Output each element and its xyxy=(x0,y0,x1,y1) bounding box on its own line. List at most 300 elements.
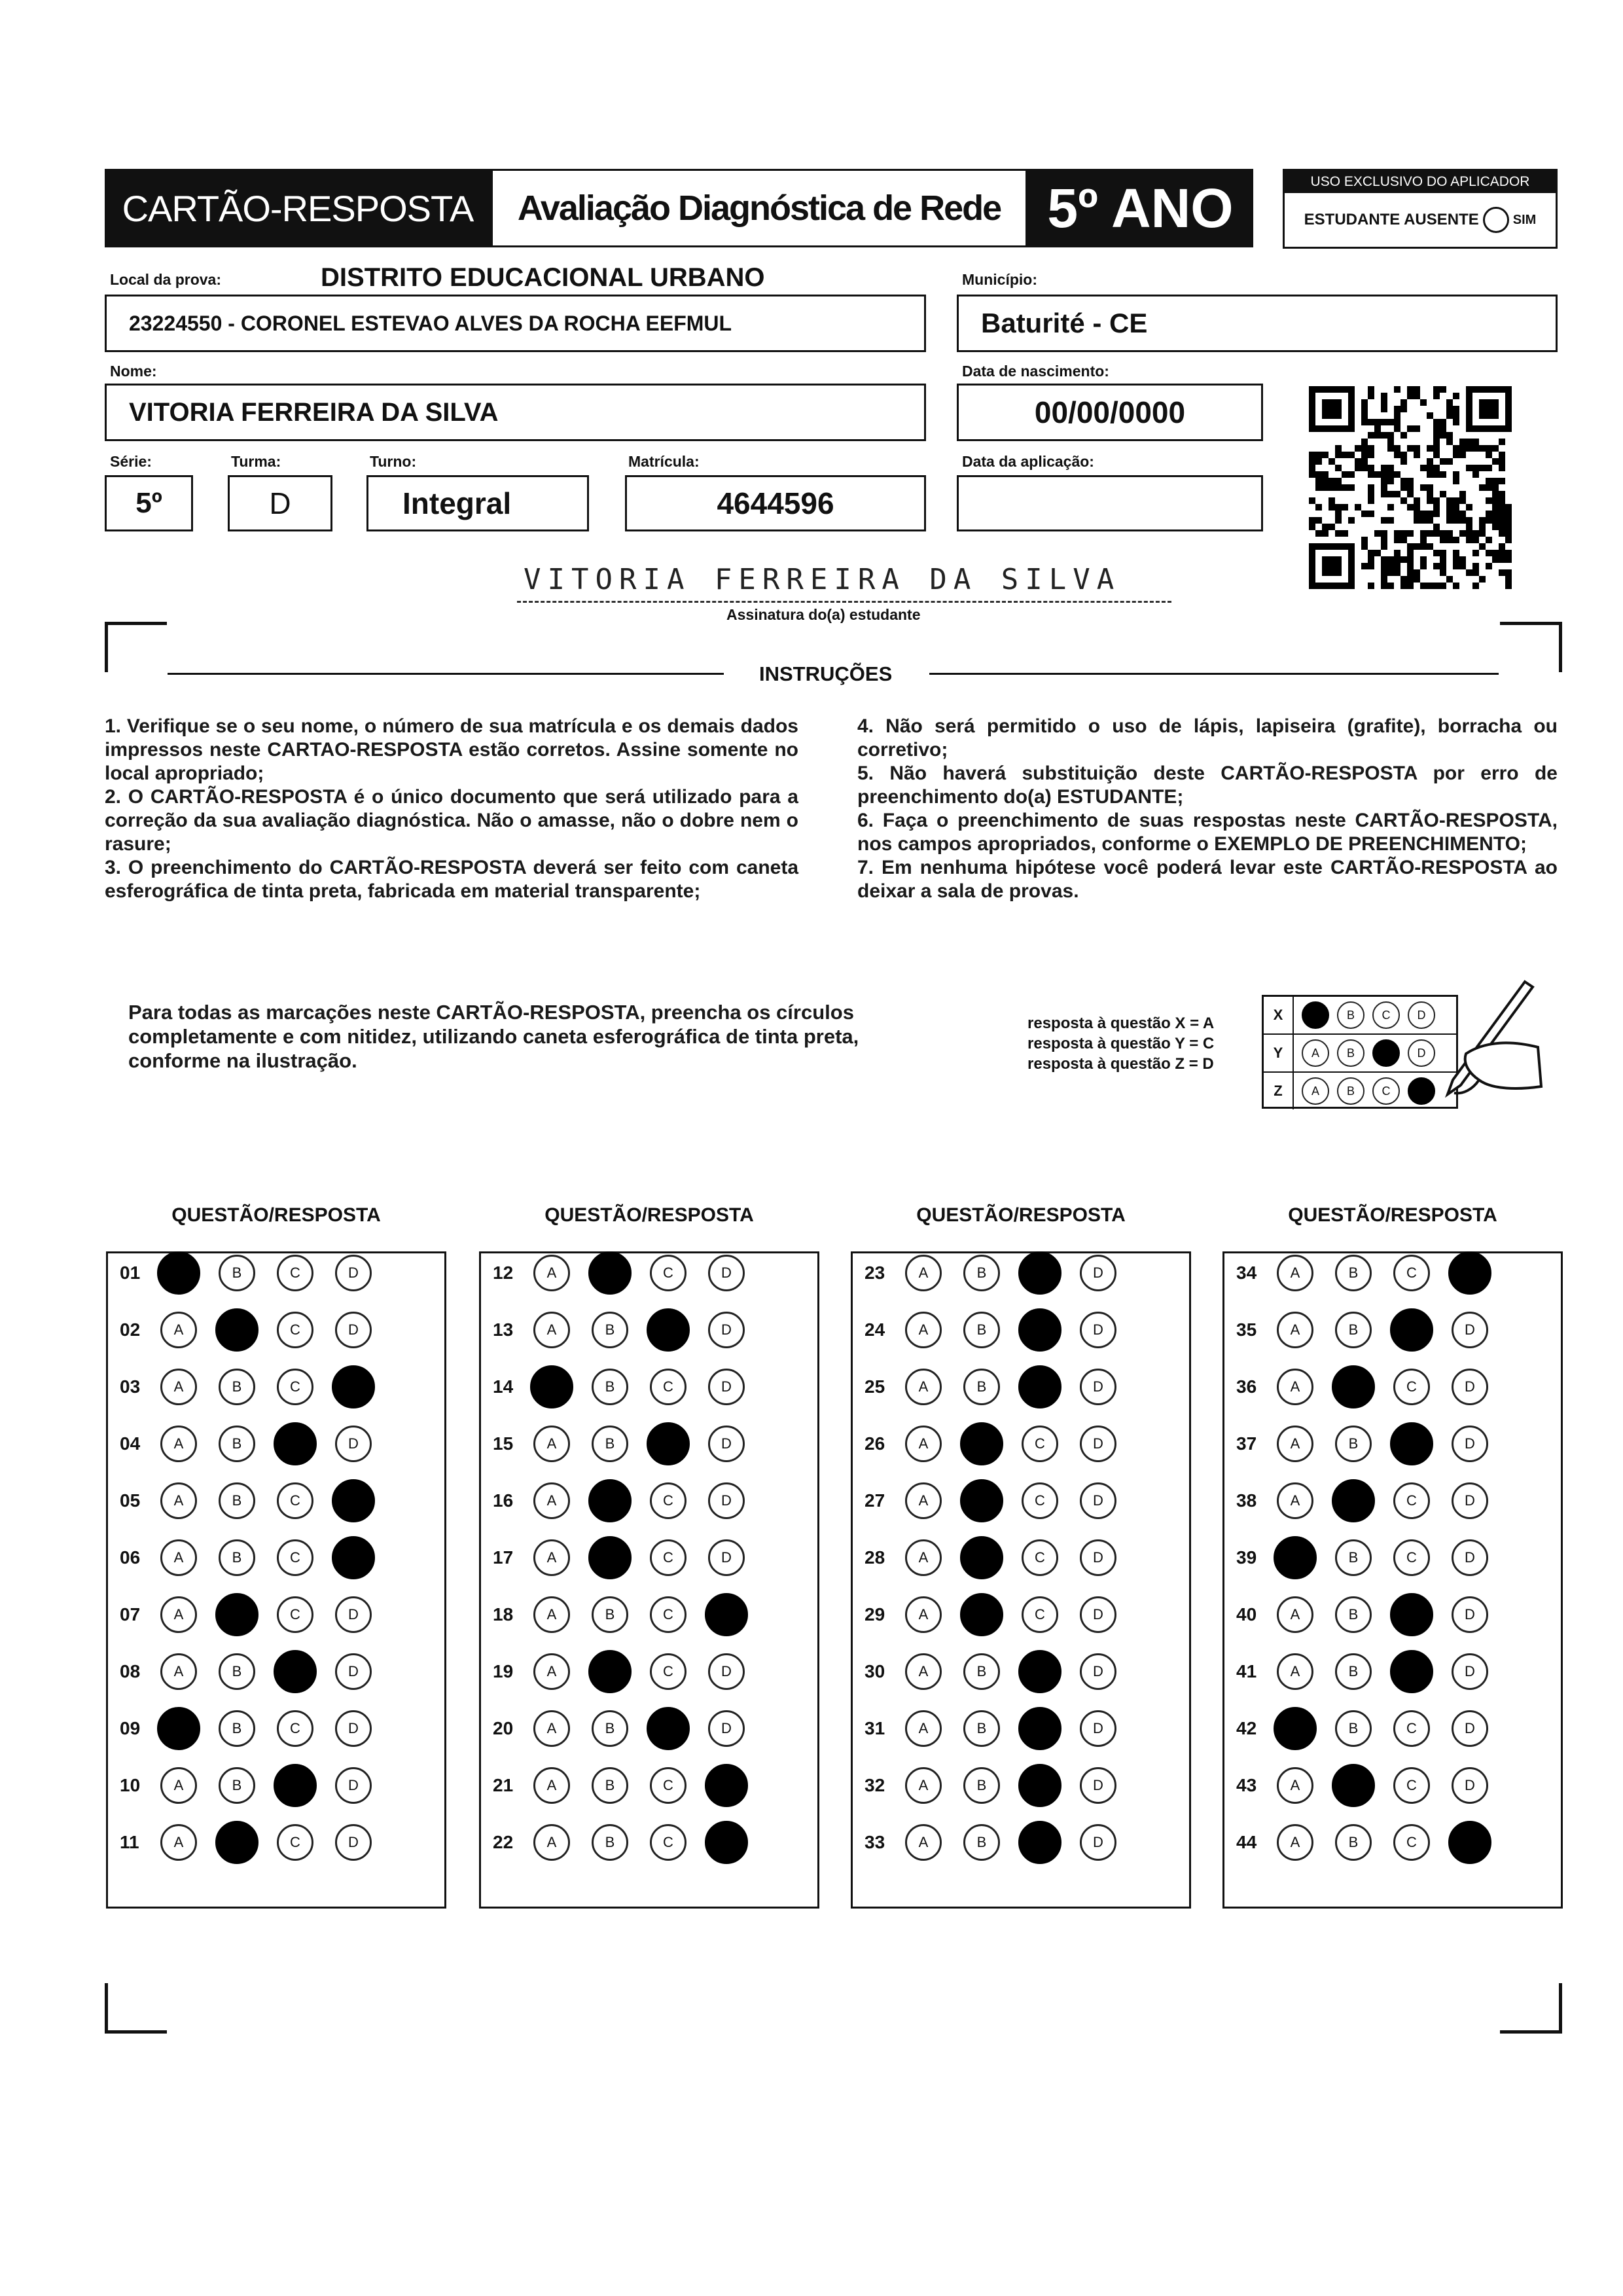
city-label: Município: xyxy=(962,271,1037,288)
answer-bubble-b[interactable]: B xyxy=(592,1824,628,1861)
question-number: 35 xyxy=(1236,1319,1257,1340)
question-number: 04 xyxy=(120,1433,141,1454)
answer-bubble-c[interactable]: C xyxy=(647,1422,690,1465)
example-row-label: Y xyxy=(1264,1035,1294,1071)
instruction-6: 6. Faça o preenchimento de suas respostas neste CARTÃO-RESPOSTA, nos campos apropriados, conforme o EXEMPLO DE PREENCHIMENTO; xyxy=(857,810,1558,855)
answer-bubble-d[interactable]: D xyxy=(1452,1482,1488,1519)
answer-bubble-c[interactable]: C xyxy=(274,1650,317,1693)
answer-bubble-a[interactable]: A xyxy=(1274,1536,1317,1579)
answer-bubble-b[interactable]: B xyxy=(588,1479,632,1522)
answer-bubble-d[interactable]: D xyxy=(335,1710,372,1747)
serie-value: 5º xyxy=(135,487,162,519)
answer-bubble-b[interactable]: B xyxy=(588,1650,632,1693)
example-row-label: X xyxy=(1264,997,1294,1033)
answer-bubble-d[interactable]: D xyxy=(332,1479,375,1522)
answers-heading: QUESTÃO/RESPOSTA xyxy=(916,1204,1126,1226)
birth-label: Data de nascimento: xyxy=(962,363,1109,380)
instruction-3: 3. O preenchimento do CARTÃO-RESPOSTA deverá ser feito com caneta esferográfica de tinta preta, fabricada em material transparente; xyxy=(105,857,798,902)
answer-bubble-c[interactable]: C xyxy=(1018,1764,1061,1807)
answer-bubble-b[interactable]: B xyxy=(963,1653,1000,1690)
answer-bubble-b[interactable]: B xyxy=(592,1312,628,1348)
question-row xyxy=(108,1481,444,1520)
question-row xyxy=(1224,1424,1561,1463)
question-row xyxy=(853,1481,1189,1520)
question-row xyxy=(1224,1595,1561,1634)
answer-bubble-a[interactable]: A xyxy=(160,1482,197,1519)
question-row xyxy=(481,1367,817,1407)
answer-bubble-a[interactable]: A xyxy=(1277,1482,1313,1519)
question-number: 25 xyxy=(865,1376,885,1397)
answer-column-1 xyxy=(106,1251,446,1909)
example-legend xyxy=(1027,1013,1214,1074)
answer-bubble-a[interactable]: A xyxy=(160,1312,197,1348)
answer-bubble-a[interactable]: A xyxy=(905,1539,942,1576)
answer-bubble-c[interactable]: C xyxy=(277,1482,313,1519)
answer-bubble-a[interactable]: A xyxy=(157,1707,200,1750)
answer-bubble-b[interactable]: B xyxy=(963,1767,1000,1804)
answer-bubble-a[interactable]: A xyxy=(533,1653,570,1690)
answer-bubble-c[interactable]: C xyxy=(1393,1482,1430,1519)
question-number: 41 xyxy=(1236,1661,1257,1681)
example-line-y: resposta à questão Y = C xyxy=(1027,1035,1215,1052)
question-row xyxy=(853,1823,1189,1862)
example-line-z: resposta à questão Z = D xyxy=(1027,1055,1214,1073)
answer-bubble-a[interactable]: A xyxy=(160,1824,197,1861)
answer-bubble-d[interactable]: D xyxy=(335,1824,372,1861)
answer-bubble-b[interactable]: B xyxy=(1332,1764,1375,1807)
example-row-label: Z xyxy=(1264,1073,1294,1109)
answer-bubble-c[interactable]: C xyxy=(650,1824,687,1861)
answer-bubble-d[interactable]: D xyxy=(332,1365,375,1408)
question-row xyxy=(108,1652,444,1691)
answer-bubble-d[interactable]: D xyxy=(335,1312,372,1348)
answer-bubble-b[interactable]: B xyxy=(219,1369,255,1405)
question-number: 16 xyxy=(493,1490,514,1511)
answer-bubble-d[interactable]: D xyxy=(1452,1710,1488,1747)
answer-bubble-c[interactable]: C xyxy=(1018,1650,1061,1693)
answer-column-3 xyxy=(851,1251,1191,1909)
answer-bubble-a[interactable]: A xyxy=(533,1426,570,1462)
question-number: 39 xyxy=(1236,1547,1257,1568)
turma-field xyxy=(228,475,332,531)
answers-heading: QUESTÃO/RESPOSTA xyxy=(1288,1204,1497,1226)
answer-bubble-b[interactable]: B xyxy=(963,1710,1000,1747)
answer-bubble-b[interactable]: B xyxy=(588,1536,632,1579)
answer-bubble-b[interactable]: B xyxy=(219,1482,255,1519)
answer-bubble-b[interactable]: B xyxy=(1335,1653,1372,1690)
applicator-box xyxy=(1283,169,1558,249)
answer-bubble-a[interactable]: A xyxy=(160,1539,197,1576)
answer-bubble-c[interactable]: C xyxy=(1390,1422,1433,1465)
answer-bubble-a[interactable]: A xyxy=(1277,1255,1313,1291)
answer-bubble-b[interactable]: B xyxy=(960,1479,1003,1522)
question-row xyxy=(481,1595,817,1634)
answer-bubble-a[interactable]: A xyxy=(1277,1653,1313,1690)
answer-bubble-a[interactable]: A xyxy=(1277,1426,1313,1462)
question-row xyxy=(1224,1538,1561,1577)
example-bubble-b: B xyxy=(1337,1039,1364,1067)
question-number: 13 xyxy=(493,1319,514,1340)
answer-bubble-a[interactable]: A xyxy=(1277,1312,1313,1348)
question-number: 36 xyxy=(1236,1376,1257,1397)
answer-bubble-b[interactable]: B xyxy=(1335,1539,1372,1576)
question-number: 33 xyxy=(865,1832,885,1852)
city-value: Baturité - CE xyxy=(981,308,1148,338)
answer-bubble-d[interactable]: D xyxy=(708,1426,745,1462)
answer-bubble-c[interactable]: C xyxy=(1022,1596,1058,1633)
answer-bubble-d[interactable]: D xyxy=(1080,1426,1116,1462)
exam-title: Avaliação Diagnóstica de Rede xyxy=(517,188,1001,228)
answer-bubble-a[interactable]: A xyxy=(905,1482,942,1519)
answer-bubble-a[interactable]: A xyxy=(533,1255,570,1291)
answer-bubble-a[interactable]: A xyxy=(157,1251,200,1295)
matricula-label: Matrícula: xyxy=(628,453,700,470)
corner-mark-br xyxy=(1500,1983,1562,2034)
answer-bubble-d[interactable]: D xyxy=(708,1312,745,1348)
question-number: 40 xyxy=(1236,1604,1257,1624)
answer-bubble-b[interactable]: B xyxy=(588,1251,632,1295)
answer-bubble-a[interactable]: A xyxy=(1274,1707,1317,1750)
answer-bubble-c[interactable]: C xyxy=(274,1422,317,1465)
answer-bubble-d[interactable]: D xyxy=(1080,1596,1116,1633)
question-row xyxy=(1224,1367,1561,1407)
answer-bubble-c[interactable]: C xyxy=(277,1710,313,1747)
question-row xyxy=(481,1766,817,1805)
question-number: 23 xyxy=(865,1263,885,1283)
answer-bubble-b[interactable]: B xyxy=(1335,1255,1372,1291)
question-number: 02 xyxy=(120,1319,141,1340)
answer-bubble-a[interactable]: A xyxy=(905,1767,942,1804)
answer-bubble-c[interactable]: C xyxy=(1393,1824,1430,1861)
answer-bubble-a[interactable]: A xyxy=(905,1312,942,1348)
answer-bubble-c[interactable]: C xyxy=(1393,1710,1430,1747)
answer-bubble-a[interactable]: A xyxy=(533,1596,570,1633)
answer-bubble-c[interactable]: C xyxy=(1018,1365,1061,1408)
turma-label: Turma: xyxy=(231,453,281,470)
answer-bubble-a[interactable]: A xyxy=(533,1767,570,1804)
question-row xyxy=(1224,1652,1561,1691)
question-number: 18 xyxy=(493,1604,514,1624)
answer-bubble-c[interactable]: C xyxy=(1022,1482,1058,1519)
answer-bubble-b[interactable]: B xyxy=(219,1653,255,1690)
answer-bubble-b[interactable]: B xyxy=(592,1710,628,1747)
question-number: 11 xyxy=(120,1832,139,1852)
question-number: 26 xyxy=(865,1433,885,1454)
question-number: 10 xyxy=(120,1775,141,1795)
question-number: 01 xyxy=(120,1263,141,1283)
answer-bubble-c[interactable]: C xyxy=(650,1653,687,1690)
local-label: Local da prova: xyxy=(110,271,221,288)
question-row xyxy=(853,1538,1189,1577)
answer-bubble-b[interactable]: B xyxy=(592,1767,628,1804)
answer-bubble-d[interactable]: D xyxy=(708,1255,745,1291)
question-number: 37 xyxy=(1236,1433,1257,1454)
grade-bar xyxy=(1027,169,1253,247)
serie-field xyxy=(105,475,193,531)
instruction-1: 1. Verifique se o seu nome, o número de sua matrícula e os demais dados impressos neste CARTAO-RESPOSTA estão corretos. Assine somente no local apropriado; xyxy=(105,715,798,784)
answer-bubble-d[interactable]: D xyxy=(1080,1312,1116,1348)
question-number: 06 xyxy=(120,1547,141,1568)
answer-bubble-d[interactable]: D xyxy=(1448,1251,1491,1295)
answer-bubble-d[interactable]: D xyxy=(335,1767,372,1804)
answer-bubble-a[interactable]: A xyxy=(160,1369,197,1405)
answer-bubble-d[interactable]: D xyxy=(1080,1824,1116,1861)
answer-bubble-c[interactable]: C xyxy=(650,1369,687,1405)
answer-bubble-b[interactable]: B xyxy=(960,1422,1003,1465)
answer-bubble-d[interactable]: D xyxy=(1452,1426,1488,1462)
answer-bubble-d[interactable]: D xyxy=(708,1653,745,1690)
question-number: 30 xyxy=(865,1661,885,1681)
answer-bubble-b[interactable]: B xyxy=(1332,1479,1375,1522)
answer-bubble-b[interactable]: B xyxy=(1335,1710,1372,1747)
example-bubble-d: D xyxy=(1408,1077,1435,1105)
answer-bubble-a[interactable]: A xyxy=(1277,1596,1313,1633)
answer-bubble-a[interactable]: A xyxy=(160,1596,197,1633)
answer-bubble-d[interactable]: D xyxy=(1080,1539,1116,1576)
answer-bubble-b[interactable]: B xyxy=(219,1767,255,1804)
question-row xyxy=(1224,1310,1561,1350)
answer-bubble-c[interactable]: C xyxy=(277,1255,313,1291)
question-number: 31 xyxy=(865,1718,885,1738)
question-number: 17 xyxy=(493,1547,514,1568)
answer-bubble-a[interactable]: A xyxy=(905,1369,942,1405)
answer-bubble-a[interactable]: A xyxy=(160,1426,197,1462)
answer-bubble-d[interactable]: D xyxy=(1080,1710,1116,1747)
answer-bubble-b[interactable]: B xyxy=(219,1426,255,1462)
answer-bubble-a[interactable]: A xyxy=(905,1710,942,1747)
answer-bubble-b[interactable]: B xyxy=(592,1426,628,1462)
question-number: 22 xyxy=(493,1832,514,1852)
answer-bubble-d[interactable]: D xyxy=(335,1426,372,1462)
instructions-rule-left xyxy=(168,673,724,675)
answer-bubble-a[interactable]: A xyxy=(533,1312,570,1348)
answer-bubble-b[interactable]: B xyxy=(215,1593,259,1636)
answer-bubble-a[interactable]: A xyxy=(1277,1369,1313,1405)
answer-bubble-a[interactable]: A xyxy=(533,1482,570,1519)
answer-bubble-a[interactable]: A xyxy=(533,1539,570,1576)
question-row xyxy=(853,1595,1189,1634)
answer-bubble-b[interactable]: B xyxy=(1335,1824,1372,1861)
answer-bubble-c[interactable]: C xyxy=(277,1824,313,1861)
absent-option: SIM xyxy=(1512,212,1537,227)
answer-bubble-c[interactable]: C xyxy=(647,1308,690,1352)
answer-bubble-d[interactable]: D xyxy=(335,1255,372,1291)
answer-bubble-a[interactable]: A xyxy=(1277,1824,1313,1861)
answer-bubble-b[interactable]: B xyxy=(219,1255,255,1291)
answer-bubble-c[interactable]: C xyxy=(277,1596,313,1633)
answer-bubble-a[interactable]: A xyxy=(905,1596,942,1633)
answer-bubble-d[interactable]: D xyxy=(1080,1653,1116,1690)
question-row xyxy=(108,1538,444,1577)
instruction-2: 2. O CARTÃO-RESPOSTA é o único documento que será utilizado para a correção da sua avaliação diagnóstica. Não o amasse, não o dobre nem o rasure; xyxy=(105,786,798,855)
answer-bubble-d[interactable]: D xyxy=(1080,1482,1116,1519)
name-value: VITORIA FERREIRA DA SILVA xyxy=(129,397,499,427)
serie-label: Série: xyxy=(110,453,152,470)
question-row xyxy=(853,1253,1189,1293)
example-bubble-b: B xyxy=(1337,1001,1364,1029)
question-row xyxy=(1224,1481,1561,1520)
answer-bubble-b[interactable]: B xyxy=(1335,1312,1372,1348)
question-number: 14 xyxy=(493,1376,514,1397)
answer-bubble-c[interactable]: C xyxy=(277,1369,313,1405)
answer-bubble-d[interactable]: D xyxy=(705,1593,748,1636)
answer-bubble-d[interactable]: D xyxy=(1080,1255,1116,1291)
question-number: 24 xyxy=(865,1319,885,1340)
question-row xyxy=(481,1253,817,1293)
answer-bubble-d[interactable]: D xyxy=(1080,1369,1116,1405)
birth-field xyxy=(957,384,1263,441)
answer-bubble-d[interactable]: D xyxy=(1452,1767,1488,1804)
example-bubble-c: C xyxy=(1372,1001,1400,1029)
answer-bubble-c[interactable]: C xyxy=(1018,1251,1061,1295)
answer-bubble-d[interactable]: D xyxy=(705,1821,748,1864)
answer-bubble-d[interactable]: D xyxy=(708,1710,745,1747)
absent-checkbox[interactable] xyxy=(1483,207,1509,233)
answers-heading: QUESTÃO/RESPOSTA xyxy=(544,1204,754,1226)
qr-code-graphic xyxy=(1309,386,1512,589)
answer-bubble-c[interactable]: C xyxy=(650,1596,687,1633)
signature-handwriting: VITORIA FERREIRA DA SILVA xyxy=(524,563,1121,596)
answer-bubble-d[interactable]: D xyxy=(1080,1767,1116,1804)
answer-bubble-b[interactable]: B xyxy=(963,1824,1000,1861)
question-row xyxy=(853,1766,1189,1805)
answer-bubble-d[interactable]: D xyxy=(708,1369,745,1405)
question-number: 20 xyxy=(493,1718,514,1738)
answer-bubble-a[interactable]: A xyxy=(905,1653,942,1690)
answer-bubble-a[interactable]: A xyxy=(160,1653,197,1690)
answer-bubble-b[interactable]: B xyxy=(963,1369,1000,1405)
answer-bubble-d[interactable]: D xyxy=(1448,1821,1491,1864)
question-row xyxy=(108,1595,444,1634)
answer-bubble-a[interactable]: A xyxy=(530,1365,573,1408)
question-row xyxy=(108,1310,444,1350)
question-row xyxy=(108,1709,444,1748)
answers-heading: QUESTÃO/RESPOSTA xyxy=(171,1204,381,1226)
answer-bubble-c[interactable]: C xyxy=(1390,1650,1433,1693)
answer-bubble-c[interactable]: C xyxy=(1022,1539,1058,1576)
answer-bubble-d[interactable]: D xyxy=(708,1482,745,1519)
answer-bubble-c[interactable]: C xyxy=(277,1312,313,1348)
turno-field xyxy=(366,475,589,531)
answer-bubble-c[interactable]: C xyxy=(1393,1539,1430,1576)
question-row xyxy=(481,1709,817,1748)
answer-bubble-a[interactable]: A xyxy=(905,1824,942,1861)
question-row xyxy=(108,1766,444,1805)
question-row xyxy=(108,1253,444,1293)
question-row xyxy=(853,1367,1189,1407)
answer-bubble-c[interactable]: C xyxy=(647,1707,690,1750)
question-row xyxy=(481,1823,817,1862)
question-row xyxy=(481,1310,817,1350)
answer-bubble-c[interactable]: C xyxy=(650,1482,687,1519)
answer-bubble-c[interactable]: C xyxy=(650,1255,687,1291)
answer-bubble-c[interactable]: C xyxy=(274,1764,317,1807)
qr-code xyxy=(1309,386,1512,589)
answer-bubble-a[interactable]: A xyxy=(1277,1767,1313,1804)
absent-label: ESTUDANTE AUSENTE xyxy=(1304,211,1479,228)
answer-bubble-c[interactable]: C xyxy=(650,1767,687,1804)
answer-bubble-d[interactable]: D xyxy=(1452,1539,1488,1576)
answer-bubble-b[interactable]: B xyxy=(215,1308,259,1352)
card-title: CARTÃO-RESPOSTA xyxy=(122,187,474,229)
answer-bubble-c[interactable]: C xyxy=(277,1539,313,1576)
answer-bubble-a[interactable]: A xyxy=(533,1824,570,1861)
answer-bubble-c[interactable]: C xyxy=(1018,1308,1061,1352)
answer-bubble-c[interactable]: C xyxy=(1022,1426,1058,1462)
answer-bubble-d[interactable]: D xyxy=(335,1653,372,1690)
answer-bubble-b[interactable]: B xyxy=(960,1593,1003,1636)
answer-bubble-b[interactable]: B xyxy=(1335,1596,1372,1633)
answer-bubble-b[interactable]: B xyxy=(1332,1365,1375,1408)
city-field xyxy=(957,295,1558,352)
answer-bubble-a[interactable]: A xyxy=(905,1255,942,1291)
birth-value: 00/00/0000 xyxy=(1034,395,1186,429)
answer-bubble-d[interactable]: D xyxy=(1452,1312,1488,1348)
answer-bubble-d[interactable]: D xyxy=(705,1764,748,1807)
answer-bubble-c[interactable]: C xyxy=(1393,1369,1430,1405)
question-number: 27 xyxy=(865,1490,885,1511)
application-label: Data da aplicação: xyxy=(962,453,1094,470)
answer-bubble-a[interactable]: A xyxy=(533,1710,570,1747)
turno-value: Integral xyxy=(402,486,512,520)
corner-mark-tr xyxy=(1500,622,1562,672)
answer-bubble-c[interactable]: C xyxy=(1393,1255,1430,1291)
school-field xyxy=(105,295,926,352)
signature-label: Assinatura do(a) estudante xyxy=(726,606,921,623)
answer-bubble-d[interactable]: D xyxy=(332,1536,375,1579)
question-number: 21 xyxy=(493,1775,514,1795)
answer-bubble-d[interactable]: D xyxy=(1452,1653,1488,1690)
answer-bubble-d[interactable]: D xyxy=(708,1539,745,1576)
question-row xyxy=(481,1481,817,1520)
answer-bubble-b[interactable]: B xyxy=(592,1369,628,1405)
question-number: 09 xyxy=(120,1718,141,1738)
question-row xyxy=(1224,1253,1561,1293)
fill-note: Para todas as marcações neste CARTÃO-RESPOSTA, preencha os círculos completamente e com nitidez, utilizando caneta esferográfica de tinta preta, conforme na ilustração. xyxy=(128,1001,859,1072)
answer-bubble-c[interactable]: C xyxy=(1390,1308,1433,1352)
example-bubble-d: D xyxy=(1408,1001,1435,1029)
answer-bubble-c[interactable]: C xyxy=(1018,1707,1061,1750)
answer-bubble-b[interactable]: B xyxy=(1335,1426,1372,1462)
question-row xyxy=(481,1424,817,1463)
question-number: 03 xyxy=(120,1376,141,1397)
corner-mark-bl xyxy=(105,1983,167,2034)
instruction-4: 4. Não será permitido o uso de lápis, lapiseira (grafite), borracha ou corretivo; xyxy=(857,715,1558,761)
answer-bubble-b[interactable]: B xyxy=(960,1536,1003,1579)
answer-bubble-a[interactable]: A xyxy=(905,1426,942,1462)
answer-bubble-b[interactable]: B xyxy=(215,1821,259,1864)
answer-bubble-d[interactable]: D xyxy=(1452,1596,1488,1633)
answer-bubble-b[interactable]: B xyxy=(219,1539,255,1576)
answer-bubble-c[interactable]: C xyxy=(1393,1767,1430,1804)
answer-bubble-b[interactable]: B xyxy=(592,1596,628,1633)
answer-bubble-d[interactable]: D xyxy=(1452,1369,1488,1405)
question-number: 12 xyxy=(493,1263,514,1283)
instructions-heading: INSTRUÇÕES xyxy=(759,662,893,685)
answer-bubble-a[interactable]: A xyxy=(160,1767,197,1804)
instructions-rule-right xyxy=(929,673,1499,675)
answer-bubble-c[interactable]: C xyxy=(650,1539,687,1576)
answer-bubble-b[interactable]: B xyxy=(963,1255,1000,1291)
answer-bubble-d[interactable]: D xyxy=(335,1596,372,1633)
example-bubble-d: D xyxy=(1408,1039,1435,1067)
answer-bubble-b[interactable]: B xyxy=(963,1312,1000,1348)
applicator-label: USO EXCLUSIVO DO APLICADOR xyxy=(1285,171,1556,193)
card-title-bar xyxy=(105,169,491,247)
answer-bubble-c[interactable]: C xyxy=(1390,1593,1433,1636)
answer-bubble-c[interactable]: C xyxy=(1018,1821,1061,1864)
answer-bubble-b[interactable]: B xyxy=(219,1710,255,1747)
